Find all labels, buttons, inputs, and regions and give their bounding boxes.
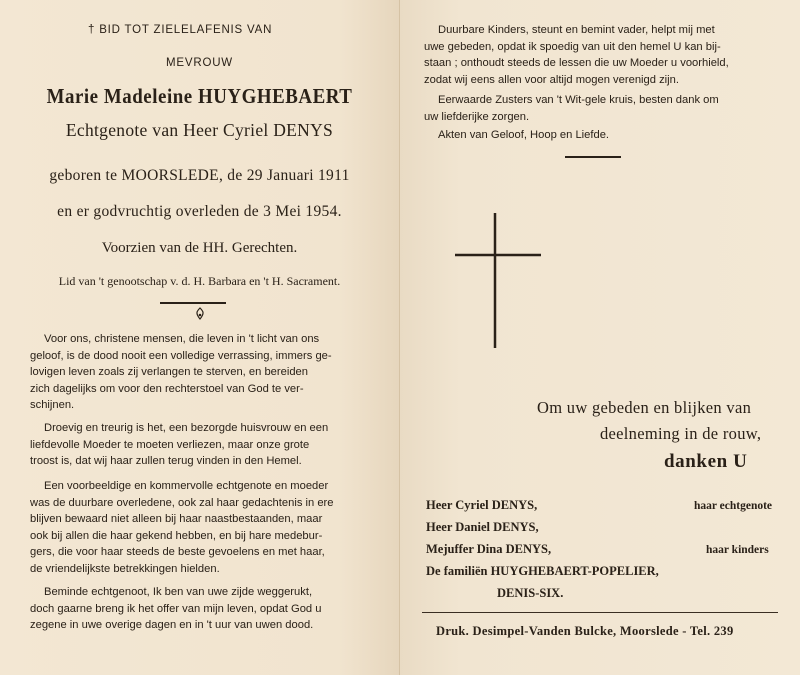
- text-line: Beminde echtgenoot, Ik ben van uwe zijde weggerukt,: [44, 586, 313, 598]
- text-line: gers, die voor haar steeds de beste gevoelens en met haar,: [30, 546, 325, 559]
- thanks-line-1: Om uw gebeden en blijken van: [537, 398, 752, 417]
- sacraments-line: Voorzien van de HH. Gerechten.: [101, 240, 298, 256]
- text-line: Droevig en treurig is het, een bezorgde huisvrouw en een: [44, 422, 329, 434]
- thanks-line-2: deelneming in de rouw,: [600, 424, 762, 443]
- divider-rule: [160, 302, 226, 304]
- paragraph-4: [30, 584, 373, 634]
- cross-icon: [455, 213, 541, 348]
- birth-line: geboren te MOORSLEDE, de 29 Januari 1911: [49, 167, 350, 184]
- text-line: Eerwaarde Zusters van 't Wit-gele kruis, besten dank om: [438, 94, 719, 106]
- divider-rule: [565, 156, 621, 158]
- children-paragraph: [424, 22, 770, 88]
- text-line: doch gaarne breng ik het offer van mijn leven, opdat God u: [30, 602, 322, 615]
- signer-name: Mejuffer Dina DENYS,: [426, 542, 552, 556]
- text-line: uw liefderijke zorgen.: [424, 110, 530, 123]
- header-line-2: MEVROUW: [166, 57, 233, 69]
- printer-rule: [422, 612, 778, 613]
- ornament-icon: [192, 307, 208, 321]
- text-line: Duurbare Kinders, steunt en bemint vader, helpt mij met: [438, 24, 715, 36]
- signer-role: haar echtgenote: [694, 500, 773, 512]
- text-line: zich dagelijks om voor den rechterstoel van God te ver-: [30, 382, 304, 395]
- death-line: en er godvruchtig overleden de 3 Mei 1954.: [57, 203, 342, 220]
- signer-name: Heer Cyriel DENYS,: [426, 498, 538, 512]
- deceased-name: Marie Madeleine HUYGHEBAERT: [46, 84, 353, 108]
- text-line: staan ; onthoudt steeds de lessen die uw Moeder u voorhield,: [424, 57, 729, 70]
- signer-name: Heer Daniel DENYS,: [426, 520, 539, 534]
- membership-line: Lid van 't genootschap v. d. H. Barbara en 't H. Sacrament.: [58, 274, 341, 288]
- paragraph-1: [30, 331, 373, 414]
- text-line: uwe gebeden, opdat ik spoedig van uit den hemel U kan bij-: [424, 40, 721, 53]
- text-line: troost is, dat wij haar zullen terug vinden in den Hemel.: [30, 455, 302, 468]
- right-page: [400, 0, 800, 675]
- families-line-2: DENIS-SIX.: [497, 586, 564, 600]
- text-line: Voor ons, christene mensen, die leven in 't licht van ons: [44, 333, 320, 345]
- signer-role: haar kinders: [706, 544, 769, 556]
- paragraph-2: [30, 420, 373, 470]
- text-line: liefdevolle Moeder te moeten verliezen, maar onze grote: [30, 438, 310, 451]
- acts-line: Akten van Geloof, Hoop en Liefde.: [438, 129, 610, 141]
- printer-line: Druk. Desimpel-Vanden Bulcke, Moorslede - Tel. 239: [436, 624, 734, 638]
- text-line: zegene in uwe overige dagen en in 't uur van uwen dood.: [30, 619, 314, 632]
- paragraph-3: [30, 478, 373, 578]
- spouse-line: Echtgenote van Heer Cyriel DENYS: [65, 120, 334, 140]
- families-line-1: De familiën HUYGHEBAERT-POPELIER,: [426, 564, 659, 578]
- text-line: lovigen leven zoals zij verlangen te sterven, en bereiden: [30, 366, 308, 379]
- text-line: blijven bewaard niet alleen bij haar naastbestaanden, maar: [30, 513, 323, 526]
- header-line-1: † BID TOT ZIELELAFENIS VAN: [88, 24, 273, 36]
- text-line: zodat wij eens allen voor altijd mogen verenigd zijn.: [424, 73, 679, 86]
- sisters-paragraph: [424, 92, 770, 125]
- text-line: de vriendelijkste betrekkingen hielden.: [30, 562, 220, 575]
- text-line: Een voorbeeldige en kommervolle echtgenote en moeder: [44, 480, 329, 492]
- text-line: schijnen.: [30, 399, 75, 412]
- text-line: geloof, is de dood nooit een volledige verrassing, immers ge-: [30, 349, 332, 362]
- text-line: ook bij allen die haar gekend hebben, en bij hare medebur-: [30, 529, 323, 542]
- text-line: was de duurbare overledene, ook zal haar gedachtenis in ere: [30, 496, 334, 509]
- thanks-line-3: danken U: [664, 451, 748, 472]
